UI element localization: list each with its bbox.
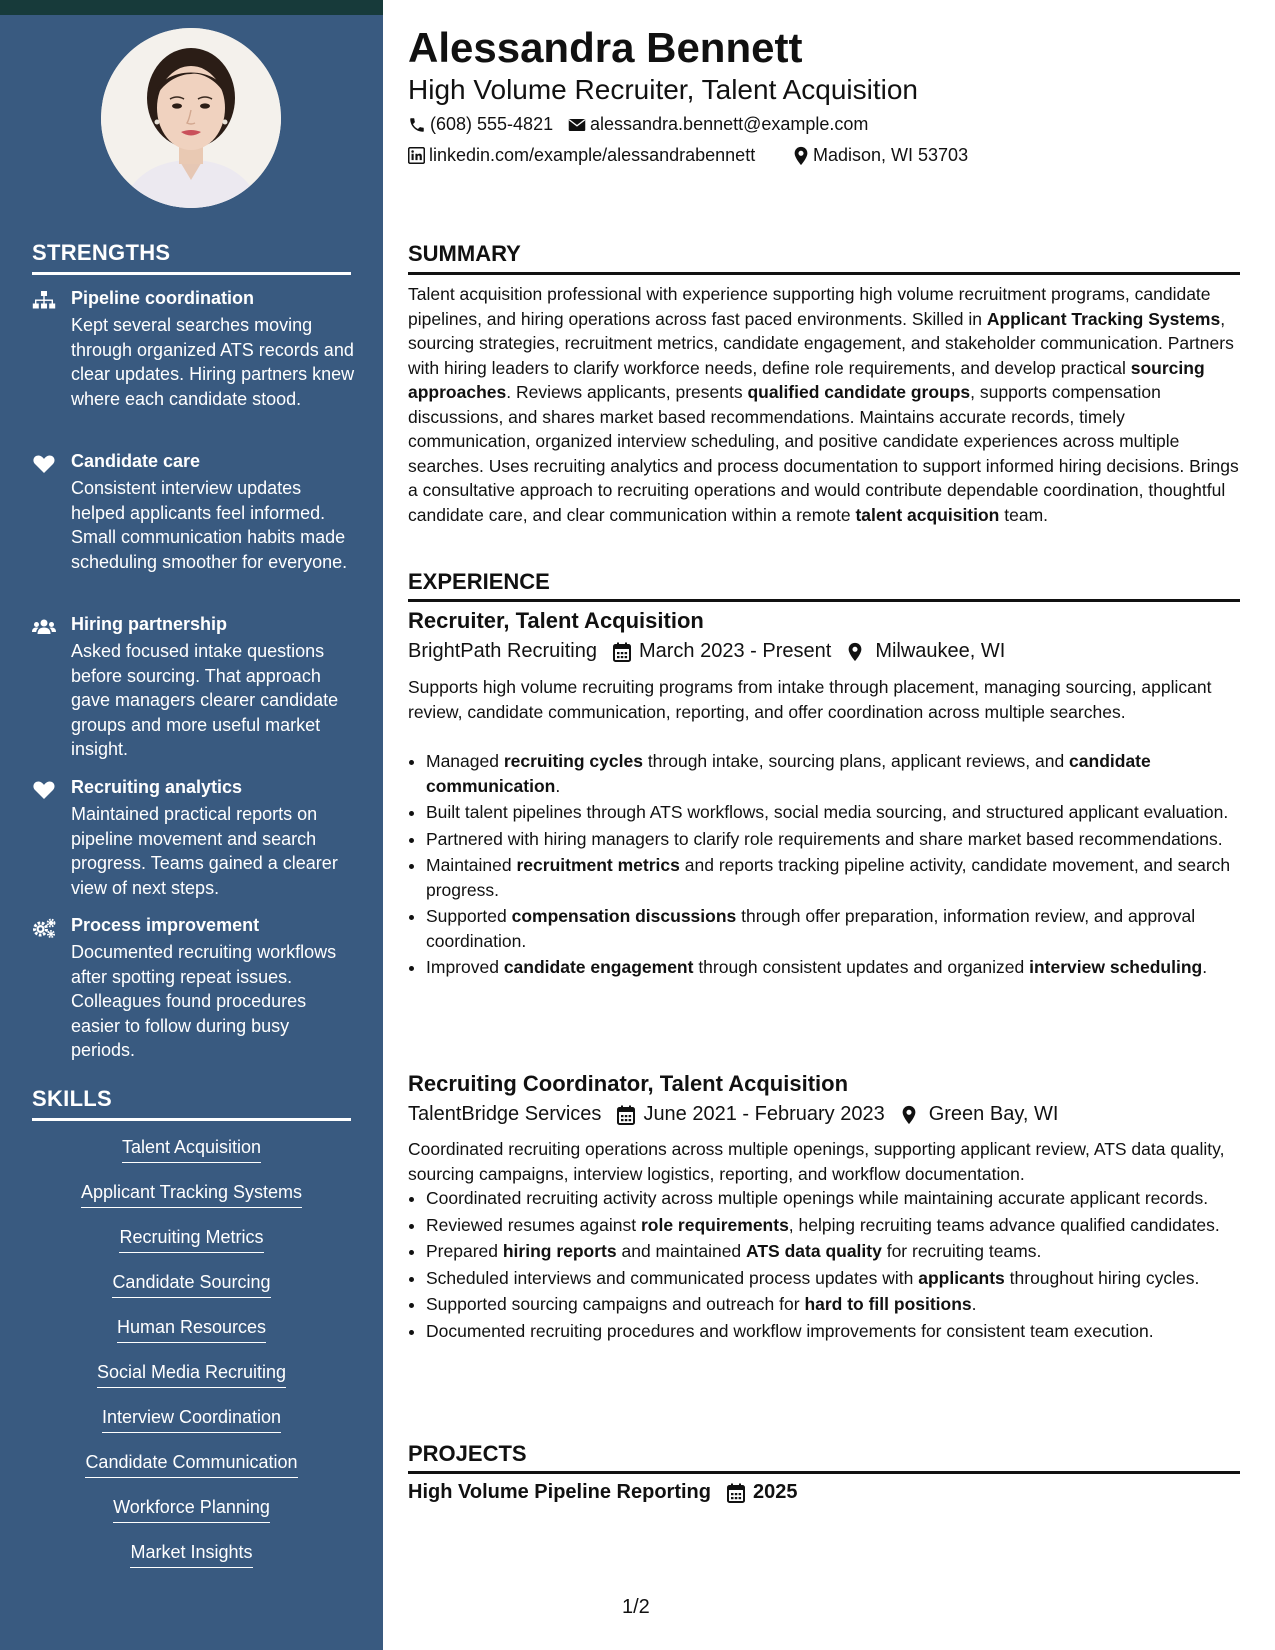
bullet-item xyxy=(426,749,1258,798)
text-run: Partnered with hiring managers to clarify role requirements and share market based recommendations. xyxy=(426,828,1223,849)
summary-divider xyxy=(408,272,1240,275)
skill-tag: Human Resources xyxy=(32,1317,351,1343)
text-run: through offer preparation, information review, and approval coordination. xyxy=(426,906,1196,951)
bullet-item xyxy=(426,955,1258,980)
emphasized-text: recruiting cycles xyxy=(503,751,643,771)
emphasized-text: candidate engagement xyxy=(503,957,694,977)
strength-title: Recruiting analytics xyxy=(71,777,243,797)
text-run: Built talent pipelines through ATS workflows, social media sourcing, and structured applicant evaluation. xyxy=(426,802,1229,822)
contact-email[interactable] xyxy=(568,114,868,135)
text-run: Scheduled interviews and communicated process updates with xyxy=(426,1267,919,1288)
emphasized-text: compensation discussions xyxy=(511,906,737,926)
strength-description: Asked focused intake questions before sourcing. That approach gave managers clearer candidate groups and more useful market insight. xyxy=(71,641,339,759)
job-company: TalentBridge Services xyxy=(408,1103,602,1125)
bullet-item xyxy=(426,1292,1258,1317)
strength-title: Hiring partnership xyxy=(71,614,228,634)
job-meta xyxy=(408,1103,1058,1126)
text-run: , sourcing strategies, recruitment metrics, candidate engagement, and stakeholder communication. Partners with hiring leaders to clarify workforce needs, define role requirements, and develop practical xyxy=(408,308,1234,378)
calendar-icon xyxy=(727,1483,745,1503)
text-run: team. xyxy=(999,504,1049,525)
avatar-portrait-icon xyxy=(101,28,281,208)
job-location: Milwaukee, WI xyxy=(875,640,1006,662)
skill-tag: Social Media Recruiting xyxy=(32,1362,351,1388)
email-text: alessandra.bennett@example.com xyxy=(590,114,869,134)
skill-tag: Candidate Communication xyxy=(32,1452,351,1478)
skill-tag: Candidate Sourcing xyxy=(32,1272,351,1298)
strength-description: Maintained practical reports on pipeline movement and search progress. Teams gained a clearer view of next steps. xyxy=(71,804,338,898)
map-pin-icon xyxy=(847,642,863,662)
skill-tag: Interview Coordination xyxy=(32,1407,351,1433)
page-number: 1/2 xyxy=(622,1596,650,1618)
emphasized-text: recruitment metrics xyxy=(516,855,680,875)
project-item xyxy=(408,1481,797,1504)
emphasized-text: hiring reports xyxy=(502,1241,617,1261)
candidate-title: High Volume Recruiter, Talent Acquisition xyxy=(408,74,918,105)
emphasized-text: interview scheduling xyxy=(1029,957,1203,977)
linkedin-icon xyxy=(408,147,425,164)
job-bullets xyxy=(408,749,1258,982)
strength-description: Documented recruiting workflows after spotting repeat issues. Colleagues found procedures easier to follow during busy periods. xyxy=(71,942,337,1060)
emphasized-text: role requirements xyxy=(640,1214,789,1235)
calendar-icon xyxy=(613,642,631,662)
bullet-item xyxy=(426,827,1258,852)
map-pin-icon xyxy=(793,146,809,166)
text-run: through intake, sourcing plans, applicant reviews, and xyxy=(642,751,1070,771)
job-location: Green Bay, WI xyxy=(928,1103,1059,1125)
skill-tag: Talent Acquisition xyxy=(32,1137,351,1163)
bullet-item xyxy=(426,904,1258,953)
text-run: . xyxy=(971,1294,977,1314)
strength-title: Pipeline coordination xyxy=(71,288,255,308)
emphasized-text: ATS data quality xyxy=(746,1241,882,1261)
text-run: Managed xyxy=(426,751,504,771)
strength-title: Candidate care xyxy=(71,451,201,471)
bullet-item xyxy=(426,1239,1258,1264)
text-run: , helping recruiting teams advance qualified candidates. xyxy=(788,1214,1220,1235)
text-run: . xyxy=(555,775,561,796)
location-text: Madison, WI 53703 xyxy=(813,145,969,165)
text-run: throughout hiring cycles. xyxy=(1004,1267,1200,1288)
text-run: Supported xyxy=(426,906,512,926)
text-run: Prepared xyxy=(426,1241,503,1261)
map-pin-icon xyxy=(901,1105,917,1125)
bullet-item xyxy=(426,1266,1258,1291)
text-run: and maintained xyxy=(616,1241,747,1261)
emphasized-text: applicants xyxy=(918,1267,1005,1288)
skills-heading: SKILLS xyxy=(32,1086,113,1111)
calendar-icon xyxy=(617,1105,635,1125)
job-company: BrightPath Recruiting xyxy=(408,640,597,662)
text-run: Improved xyxy=(426,957,504,977)
job-role: Recruiting Coordinator, Talent Acquisition xyxy=(408,1071,849,1096)
text-run: Reviewed resumes against xyxy=(426,1214,641,1235)
text-run: Coordinated recruiting activity across multiple openings while maintaining accurate applicant records. xyxy=(426,1188,1209,1208)
projects-divider xyxy=(408,1471,1240,1474)
project-name: High Volume Pipeline Reporting xyxy=(408,1481,711,1503)
bullet-item xyxy=(426,1186,1258,1211)
bullet-item xyxy=(426,800,1258,825)
skills-divider xyxy=(32,1118,351,1121)
bullet-item xyxy=(426,1213,1258,1238)
project-year: 2025 xyxy=(752,1481,798,1503)
experience-divider xyxy=(408,599,1240,602)
contact-linkedin[interactable] xyxy=(408,145,755,166)
skill-tag: Recruiting Metrics xyxy=(32,1227,351,1253)
text-run: Maintained xyxy=(426,855,517,875)
candidate-name: Alessandra Bennett xyxy=(408,24,803,71)
text-run: through consistent updates and organized xyxy=(693,957,1030,977)
emphasized-text: qualified candidate groups xyxy=(747,382,971,402)
users-icon xyxy=(32,616,56,638)
contact-phone[interactable] xyxy=(408,114,553,135)
envelope-icon xyxy=(568,117,586,133)
experience-heading: EXPERIENCE xyxy=(408,569,550,594)
skill-tag: Applicant Tracking Systems xyxy=(32,1182,351,1208)
emphasized-text: talent acquisition xyxy=(855,504,1000,525)
bullet-item xyxy=(426,1319,1258,1344)
text-run: . xyxy=(1202,957,1208,977)
job-meta xyxy=(408,640,1005,663)
phone-icon xyxy=(408,116,426,134)
job-bullets xyxy=(408,1186,1258,1345)
job-dates: March 2023 - Present xyxy=(638,640,832,662)
text-run: Talent acquisition professional with experience supporting high volume recruitment programs, candidate pipelines, and hiring operations across fast paced environments. Skilled in xyxy=(408,284,1211,329)
skill-tag: Workforce Planning xyxy=(32,1497,351,1523)
emphasized-text: candidate communication xyxy=(426,751,1151,796)
bullet-item xyxy=(426,853,1258,902)
text-run: . Reviews applicants, presents xyxy=(506,382,748,402)
strength-description: Consistent interview updates helped applicants feel informed. Small communication habits made scheduling smoother for everyone. xyxy=(71,478,348,572)
skill-tag: Market Insights xyxy=(32,1542,351,1568)
emphasized-text: sourcing approaches xyxy=(408,357,1205,402)
text-run: Supported sourcing campaigns and outreach for xyxy=(426,1294,805,1314)
strength-description: Kept several searches moving through organized ATS records and clear updates. Hiring partners knew where each candidate stood. xyxy=(71,315,355,409)
summary-heading: SUMMARY xyxy=(408,241,521,266)
sidebar-top-band xyxy=(0,0,383,15)
emphasized-text: hard to fill positions xyxy=(804,1294,972,1314)
phone-text: (608) 555-4821 xyxy=(430,114,554,134)
text-run: for recruiting teams. xyxy=(881,1241,1042,1261)
job-summary: Coordinated recruiting operations across multiple openings, supporting applicant review, ATS data quality, sourcing campaigns, interview logistics, reporting, and workflow documentation. xyxy=(408,1139,1225,1184)
strengths-divider xyxy=(32,272,351,275)
heart-icon xyxy=(32,779,56,801)
heart-icon xyxy=(32,453,56,475)
job-dates: June 2021 - February 2023 xyxy=(643,1103,885,1125)
strengths-heading: STRENGTHS xyxy=(32,240,171,265)
sitemap-icon xyxy=(32,290,56,312)
text-run: , supports compensation discussions, and shares market based recommendations. Maintains accurate records, timely communication, organized interview scheduling, and positive candidate experiences across multiple searches. Uses recruiting analytics and process documentation to support informed hiring decisions. Brings a consultative approach to recruiting operations and would contribute dependable coordination, thoughtful candidate care, and clear communication within a remote xyxy=(408,382,1239,525)
linkedin-text: linkedin.com/example/alessandrabennett xyxy=(429,145,756,165)
job-summary: Supports high volume recruiting programs from intake through placement, managing sourcing, applicant review, candidate communication, reporting, and offer coordination across multiple searches. xyxy=(408,677,1212,722)
projects-heading: PROJECTS xyxy=(408,1441,527,1466)
text-run: and reports tracking pipeline activity, candidate movement, and search progress. xyxy=(426,855,1231,900)
gears-icon xyxy=(32,917,56,939)
job-role: Recruiter, Talent Acquisition xyxy=(408,608,704,633)
contact-location xyxy=(793,145,968,166)
sidebar xyxy=(0,0,383,1650)
strength-title: Process improvement xyxy=(71,915,260,935)
avatar xyxy=(101,28,281,208)
emphasized-text: Applicant Tracking Systems xyxy=(986,308,1221,329)
summary-text xyxy=(408,282,1240,527)
text-run: Documented recruiting procedures and workflow improvements for consistent team execution. xyxy=(426,1320,1154,1341)
